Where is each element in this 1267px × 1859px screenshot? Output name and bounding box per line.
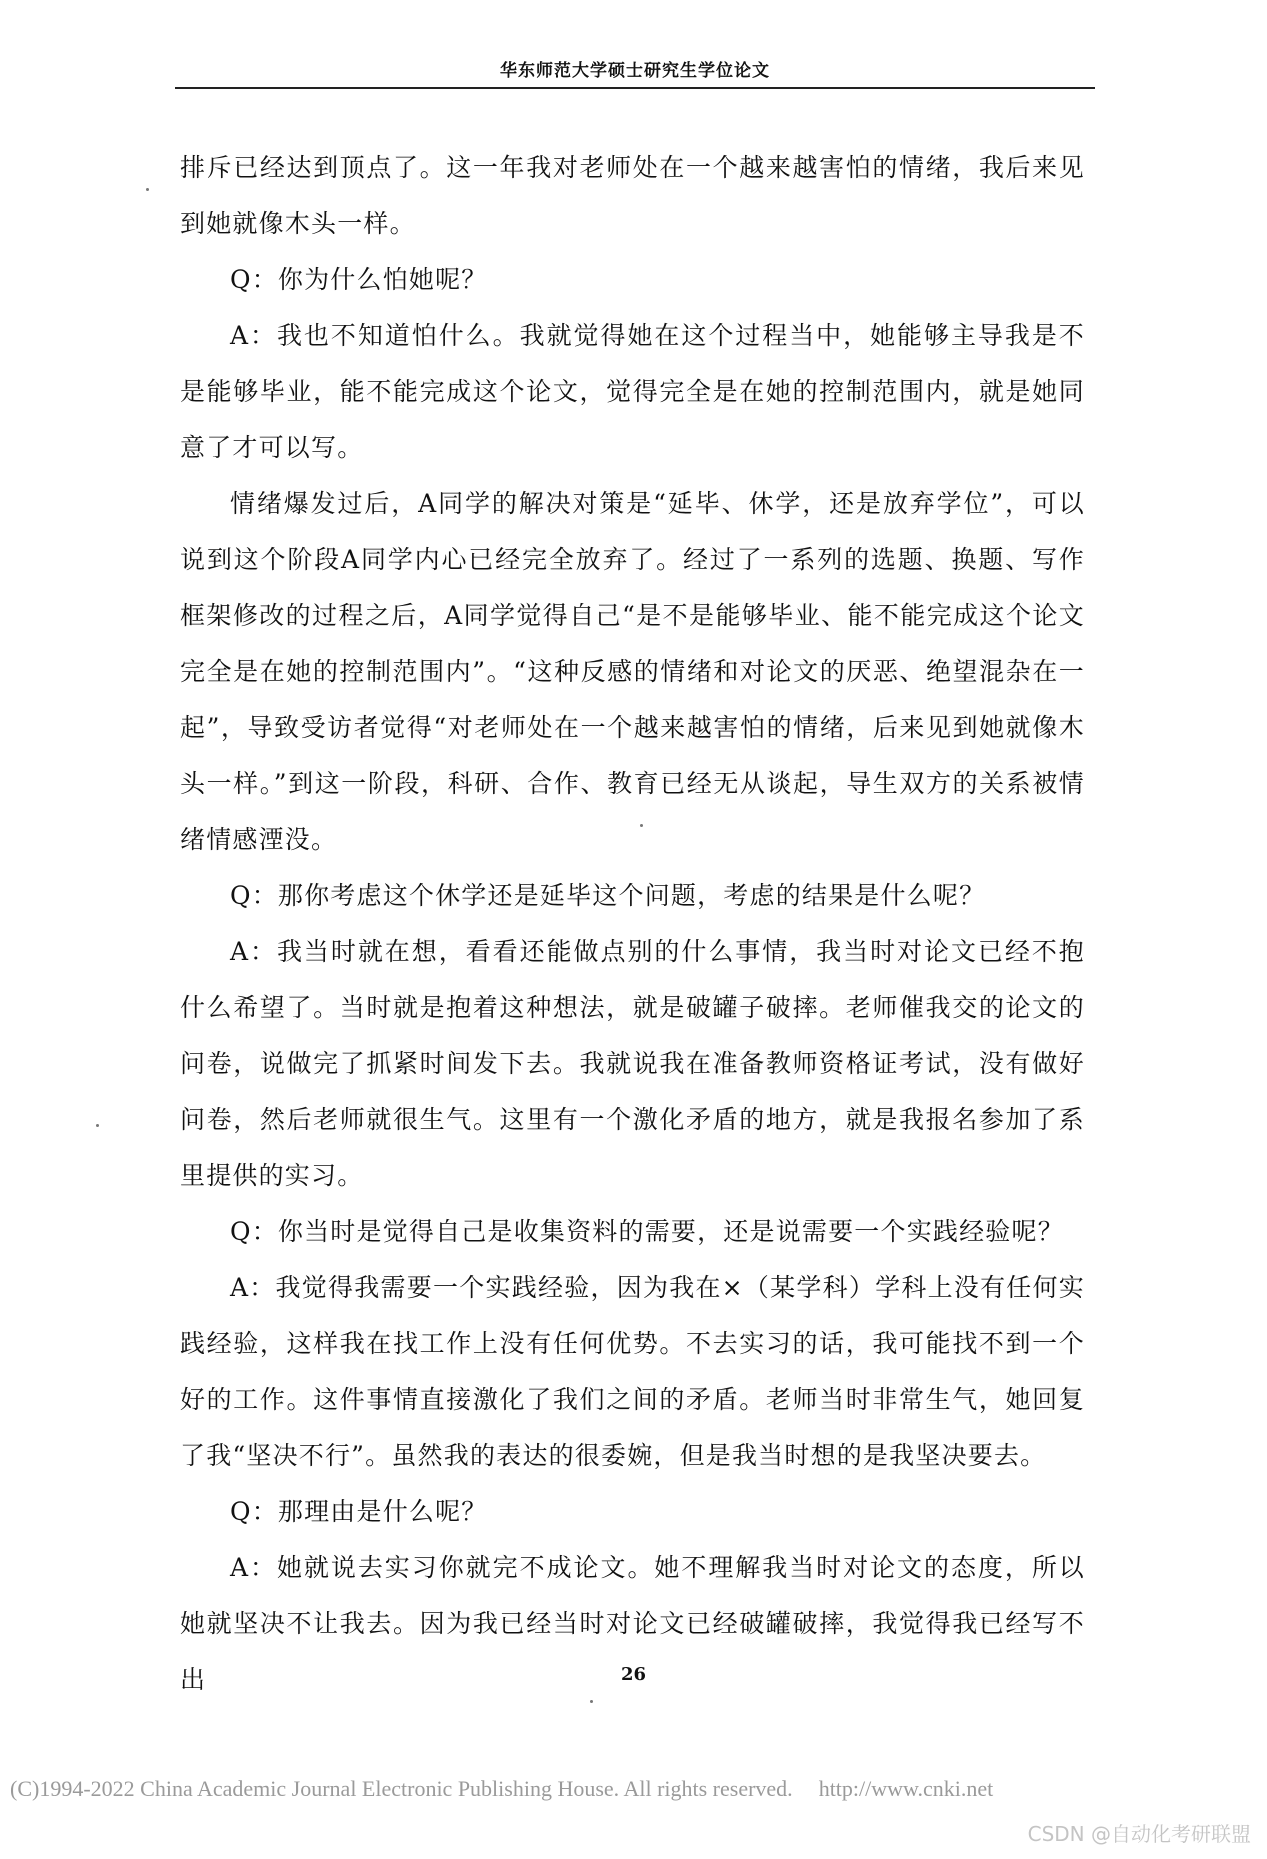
- copyright-footer: [10, 1776, 993, 1802]
- page-body: [180, 140, 1085, 1708]
- scan-speck: [96, 1124, 99, 1127]
- running-header: 华东师范大学硕士研究生学位论文: [500, 61, 770, 81]
- paragraph-question: Q：你当时是觉得自己是收集资料的需要，还是说需要一个实践经验呢？: [230, 1217, 1064, 1246]
- paragraph-analysis: 情绪爆发过后，A同学的解决对策是“延毕、休学，还是放弃学位”，可以说到这个阶段A同学内心已经完全放弃了。经过了一系列的选题、换题、写作框架修改的过程之后，A同学觉得自己“是不是能够毕业、能不能完成这个论文完全是在她的控制范围内”。“这种反感的情绪和对论文的厌恶、绝望混杂在一起”，导致受访者觉得“对老师处在一个越来越害怕的情绪，后来见到她就像木头一样。”到这一阶段，科研、合作、教育已经无从谈起，导生双方的关系被情绪情感湮没。: [180, 489, 1085, 854]
- paragraph-answer: A：她就说去实习你就完不成论文。她不理解我当时对论文的态度，所以她就坚决不让我去。因为我已经当时对论文已经破罐破摔，我觉得我已经写不出: [180, 1553, 1085, 1694]
- paragraph-answer: A：我也不知道怕什么。我就觉得她在这个过程当中，她能够主导我是不是能够毕业，能不能完成这个论文，觉得完全是在她的控制范围内，就是她同意了才可以写。: [180, 321, 1085, 462]
- scan-speck: [640, 824, 643, 827]
- paragraph-question: Q：你为什么怕她呢？: [230, 265, 488, 294]
- paragraph-answer: A：我当时就在想，看看还能做点别的什么事情，我当时对论文已经不抱什么希望了。当时就是抱着这种想法，就是破罐子破摔。老师催我交的论文的问卷，说做完了抓紧时间发下去。我就说我在准备教师资格证考试，没有做好问卷，然后老师就很生气。这里有一个激化矛盾的地方，就是我报名参加了系里提供的实习。: [180, 937, 1085, 1190]
- page-number: 26: [620, 1664, 647, 1685]
- scan-speck: [590, 1700, 593, 1703]
- scan-speck: [146, 188, 149, 191]
- header-divider: [175, 87, 1095, 89]
- csdn-watermark: CSDN @自动化考研联盟: [1027, 1822, 1251, 1846]
- paragraph-continued: 排斥已经达到顶点了。这一年我对老师处在一个越来越害怕的情绪，我后来见到她就像木头一样。: [180, 153, 1085, 238]
- paragraph-question: Q：那你考虑这个休学还是延毕这个问题，考虑的结果是什么呢？: [230, 881, 986, 910]
- paragraph-answer: A：我觉得我需要一个实践经验，因为我在×（某学科）学科上没有任何实践经验，这样我在找工作上没有任何优势。不去实习的话，我可能找不到一个好的工作。这件事情直接激化了我们之间的矛盾。老师当时非常生气，她回复了我“坚决不行”。虽然我的表达的很委婉，但是我当时想的是我坚决要去。: [180, 1273, 1085, 1470]
- cnki-url: http://www.cnki.net: [818, 1776, 994, 1801]
- paragraph-question: Q：那理由是什么呢？: [230, 1497, 488, 1526]
- copyright-text: (C)1994-2022 China Academic Journal Electronic Publishing House. All rights reserved.: [10, 1776, 793, 1801]
